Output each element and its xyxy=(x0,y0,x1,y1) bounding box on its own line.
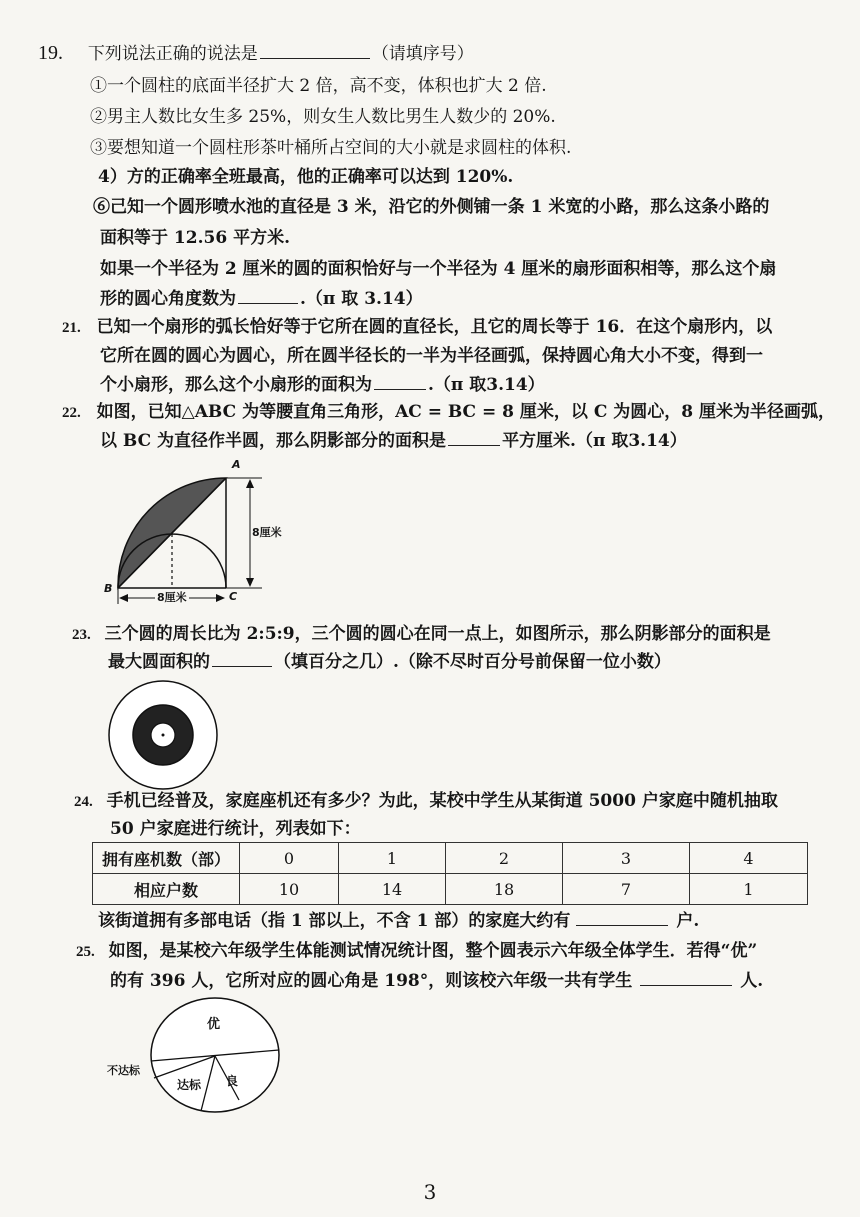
q24-number: 24. xyxy=(74,794,93,810)
q20-text-b: .（π 取 3.14） xyxy=(300,289,423,309)
q24-value-3: 7 xyxy=(563,874,690,905)
q25-label-budabiao: 不达标 xyxy=(107,1064,140,1077)
q22-text-2b: 平方厘米.（π 取3.14） xyxy=(502,431,687,451)
q21-text-3a: 个小扇形，那么这个小扇形的面积为 xyxy=(100,375,372,395)
q22-number: 22. xyxy=(62,405,81,421)
q21-text-1: 已知一个扇形的弧长恰好等于它所在圆的直径长，且它的周长等于 16．在这个扇形内，以 xyxy=(96,317,773,337)
q19-number: 19. xyxy=(38,42,63,64)
q24-value-0: 10 xyxy=(240,874,339,905)
q20-text-a: 形的圆心角度数为 xyxy=(100,289,236,309)
q21-line2: 它所在圆的圆心为圆心，所在圆半径长的一半为半径画弧，保持圆心角大小不变，得到一 xyxy=(100,346,763,366)
q22-label-a: A xyxy=(232,458,241,471)
q24-text-1: 手机已经普及，家庭座机还有多少？为此，某校中学生从某街道 5000 户家庭中随机抽取 xyxy=(106,791,778,811)
q20-line1: 如果一个半径为 2 厘米的圆的面积恰好与一个半径为 4 厘米的扇形面积相等，那么这个扇 xyxy=(100,259,777,279)
q24-row2-label: 相应户数 xyxy=(93,874,240,905)
q22-text-2a: 以 BC 为直径作半圆，那么阴影部分的面积是 xyxy=(100,431,447,451)
q19-option-4: 4）方的正确率全班最高，他的正确率可以达到 120%. xyxy=(98,167,514,187)
q19-option-2: ②男主人数比女生多 25%，则女生人数比男生人数少的 20%. xyxy=(90,107,556,127)
q19-option-1: ①一个圆柱的底面半径扩大 2 倍，高不变，体积也扩大 2 倍. xyxy=(90,76,547,96)
q25-number: 25. xyxy=(76,944,95,960)
q24-header-1: 1 xyxy=(339,843,446,874)
q19-option-5: ⑥己知一个圆形喷水池的直径是 3 米，沿它的外侧铺一条 1 米宽的小路，那么这条小路的 xyxy=(93,197,770,217)
q24-value-4: 1 xyxy=(690,874,808,905)
q19-option-5-cont: 面积等于 12.56 平方米. xyxy=(100,228,290,248)
q23-text-2b: （填百分之几）.（除不尽时百分号前保留一位小数） xyxy=(274,652,671,672)
q21-text-3b: .（π 取3.14） xyxy=(428,375,545,395)
q22-label-side: 8厘米 xyxy=(252,526,282,539)
q24-row1-label: 拥有座机数（部） xyxy=(93,843,240,874)
q25-label-liang: 良 xyxy=(226,1074,239,1088)
q25-label-dabiao: 达标 xyxy=(177,1078,202,1092)
q22-text-1: 如图，已知△ABC 为等腰直角三角形，AC = BC = 8 厘米，以 C 为圆心，8 厘米为半径画弧， xyxy=(96,402,836,422)
q19-stem: 下列说法正确的说法是 xyxy=(87,44,258,64)
page-number: 3 xyxy=(423,1180,437,1204)
q22-label-base: 8厘米 xyxy=(157,591,187,604)
q24-header-0: 0 xyxy=(240,843,339,874)
q24-after-b: 户. xyxy=(676,911,700,931)
q22-label-c: C xyxy=(229,590,238,603)
q24-value-1: 14 xyxy=(339,874,446,905)
q24-after-a: 该街道拥有多部电话（指 1 部以上，不含 1 部）的家庭大约有 xyxy=(98,911,571,931)
q24-value-2: 18 xyxy=(446,874,563,905)
q25-label-you: 优 xyxy=(207,1017,221,1032)
q24-line2: 50 户家庭进行统计，列表如下： xyxy=(110,819,361,839)
q25-text-2a: 的有 396 人，它所对应的圆心角是 198°，则该校六年级一共有学生 xyxy=(110,971,633,991)
q24-header-4: 4 xyxy=(690,843,808,874)
q19-option-3: ③要想知道一个圆柱形茶叶桶所占空间的大小就是求圆柱的体积. xyxy=(90,138,572,158)
q21-number: 21. xyxy=(62,320,81,336)
q25-text-2b: 人. xyxy=(740,971,764,991)
q25-text-1: 如图，是某校六年级学生体能测试情况统计图，整个圆表示六年级全体学生．若得“优” xyxy=(108,941,758,961)
q24-header-3: 3 xyxy=(563,843,690,874)
q24-header-2: 2 xyxy=(446,843,563,874)
q23-number: 23. xyxy=(72,627,91,643)
q19-suffix: （请填序号） xyxy=(371,44,474,64)
q22-label-b: B xyxy=(104,582,113,595)
q23-text-1: 三个圆的周长比为 2:5:9，三个圆的圆心在同一点上，如图所示，那么阴影部分的面积是 xyxy=(104,624,771,644)
q23-text-2a: 最大圆面积的 xyxy=(108,652,210,672)
